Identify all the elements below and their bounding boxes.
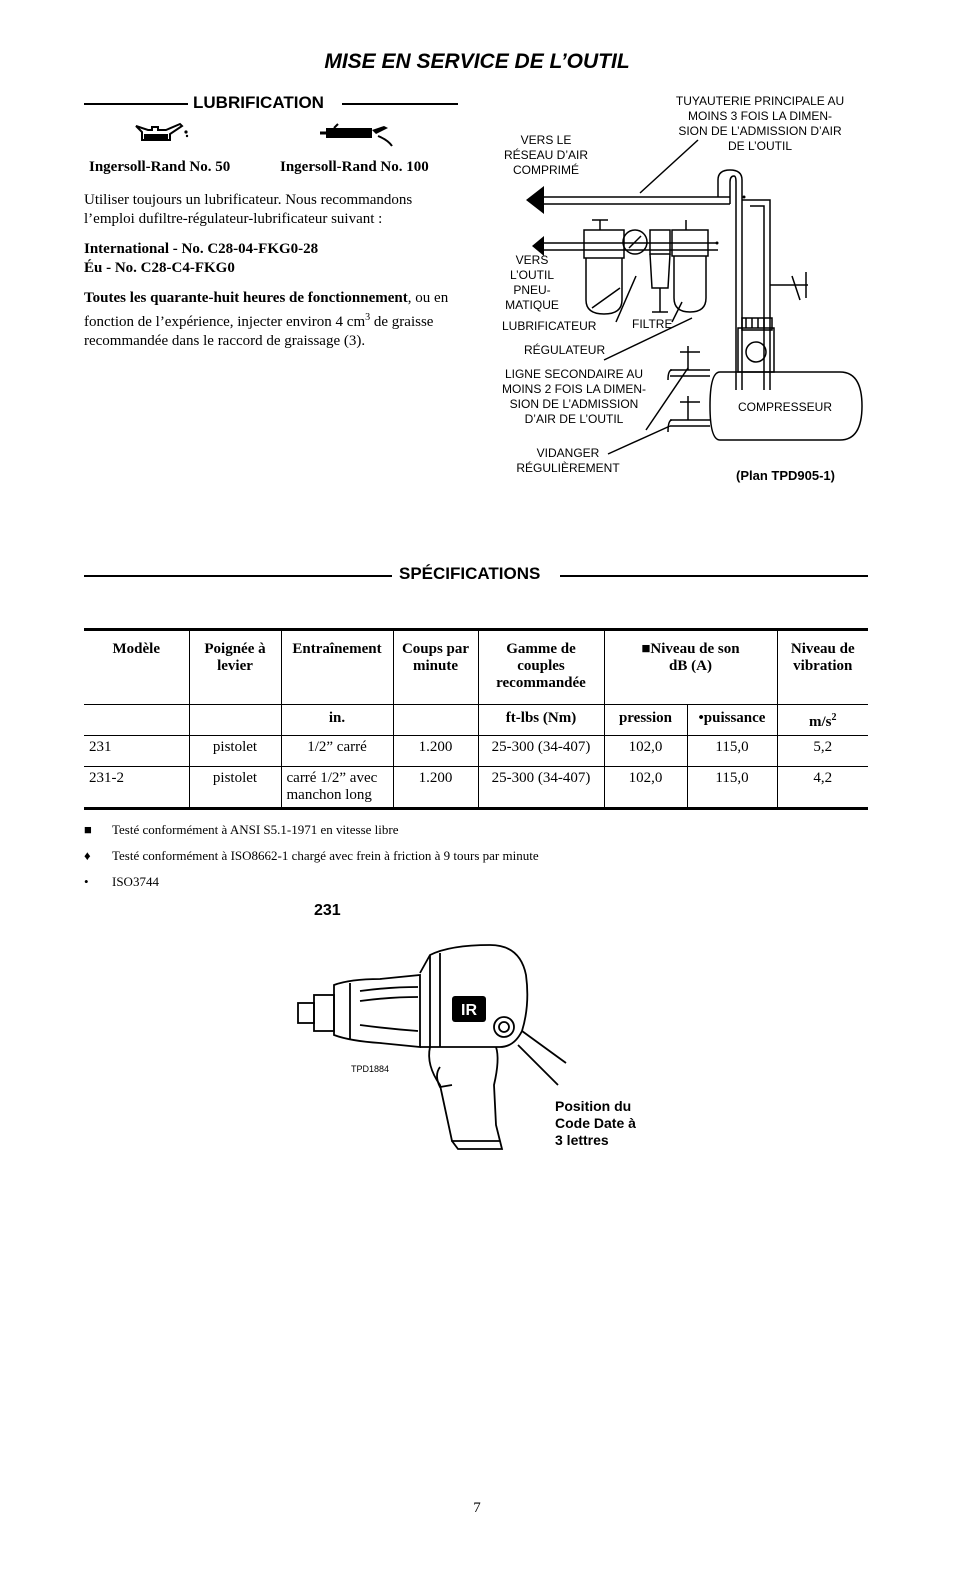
- page-title: MISE EN SERVICE DE L’OUTIL: [324, 50, 630, 73]
- header-handle: Poignée à levier: [189, 630, 281, 705]
- specifications-heading: SPÉCIFICATIONS: [399, 564, 541, 583]
- unit-drive: in.: [281, 705, 393, 736]
- grease-paragraph: Toutes les quarante-huit heures de fonctionnement, ou en fonction de l’expérience, injecter environ 4 $cm^3$ de graisse recommandée dans le raccord de graissage (3).: [84, 290, 449, 349]
- unit-vibration: $m/s^2$: [777, 705, 868, 736]
- table-row: 231 pistolet 1/2” carré 1.200 25-300 (34-407) 102,0 115,0 5,2: [84, 736, 868, 767]
- lubrification-rule-left: [84, 103, 188, 105]
- lubrification-paragraph: Utiliser toujours un lubrificateur. Nous recommandons l’emploi dufiltre-régulateur-lubrificateur suivant :: [84, 192, 413, 227]
- page-number: 7: [473, 1500, 481, 1516]
- label-regulator: RÉGULATEUR: [524, 343, 606, 357]
- label-air-network: VERS LE RÉSEAU D’AIR COMPRIMÉ: [503, 133, 589, 177]
- specifications-table: [84, 628, 868, 810]
- header-drive: Entraînement: [281, 630, 393, 705]
- oil-can-icon: [132, 120, 194, 144]
- label-filter: FILTRE: [632, 317, 673, 331]
- label-compressor: COMPRESSEUR: [738, 400, 833, 414]
- label-secondary-line: LIGNE SECONDAIRE AU MOINS 2 FOIS LA DIMEN- SION DE L’ADMISSION D’AIR DE L’OUTIL: [501, 367, 647, 426]
- lubricant-product-100: Ingersoll-Rand No. 100: [280, 159, 429, 175]
- lubrification-rule-right: [342, 103, 458, 105]
- plan-reference: (Plan TPD905-1): [736, 468, 835, 483]
- label-lubricator: LUBRIFICATEUR: [502, 319, 597, 333]
- impact-wrench-illustration: [290, 935, 590, 1155]
- grease-gun-icon: [318, 118, 394, 148]
- unit-power: •puissance: [687, 705, 777, 736]
- tool-model-label: 231: [314, 902, 341, 919]
- unit-torque: ft-lbs (Nm): [478, 705, 604, 736]
- frl-model-us: Éu - No. C28-C4-FKG0: [84, 260, 235, 276]
- label-main-pipe: TUYAUTERIE PRINCIPALE AU MOINS 3 FOIS LA DIMEN- SION DE L’ADMISSION D’AIR DE L’OUTIL: [675, 94, 845, 153]
- label-drain: VIDANGER RÉGULIÈREMENT: [516, 446, 620, 475]
- svg-text:IR: IR: [461, 1002, 477, 1019]
- unit-pressure: pression: [604, 705, 687, 736]
- header-sound: ■Niveau de son dB (A): [604, 630, 777, 705]
- specifications-rule-right: [560, 575, 868, 577]
- ir-logo-icon: [452, 996, 486, 1022]
- specifications-rule-left: [84, 575, 392, 577]
- header-bpm: Coups par minute: [393, 630, 478, 705]
- tool-drawing-ref: TPD1884: [351, 1064, 390, 1074]
- frl-model-international: International - No. C28-04-FKG0-28: [84, 241, 319, 257]
- lubricant-product-50: Ingersoll-Rand No. 50: [89, 159, 231, 175]
- lubrification-heading: LUBRIFICATION: [193, 93, 324, 112]
- footnote-iso3744: • ISO3744: [84, 874, 159, 889]
- header-vibration: Niveau de vibration: [777, 630, 868, 705]
- header-model: Modèle: [84, 630, 189, 705]
- date-code-label: Position du Code Date à 3 lettres: [555, 1098, 636, 1148]
- footnote-iso8662: ♦ Testé conformément à ISO8662-1 chargé avec frein à friction à 9 tours par minute: [84, 848, 539, 863]
- footnote-ansi: ■ Testé conformément à ANSI S5.1-1971 en vitesse libre: [84, 822, 399, 837]
- table-row: 231-2 pistolet carré 1/2” avec manchon long 1.200 25-300 (34-407) 102,0 115,0 4,2: [84, 767, 868, 809]
- grease-interval: Toutes les quarante-huit heures de fonctionnement: [84, 290, 408, 306]
- label-to-tool: VERS L’OUTIL PNEU- MATIQUE: [505, 253, 559, 312]
- header-torque: Gamme de couples recommandée: [478, 630, 604, 705]
